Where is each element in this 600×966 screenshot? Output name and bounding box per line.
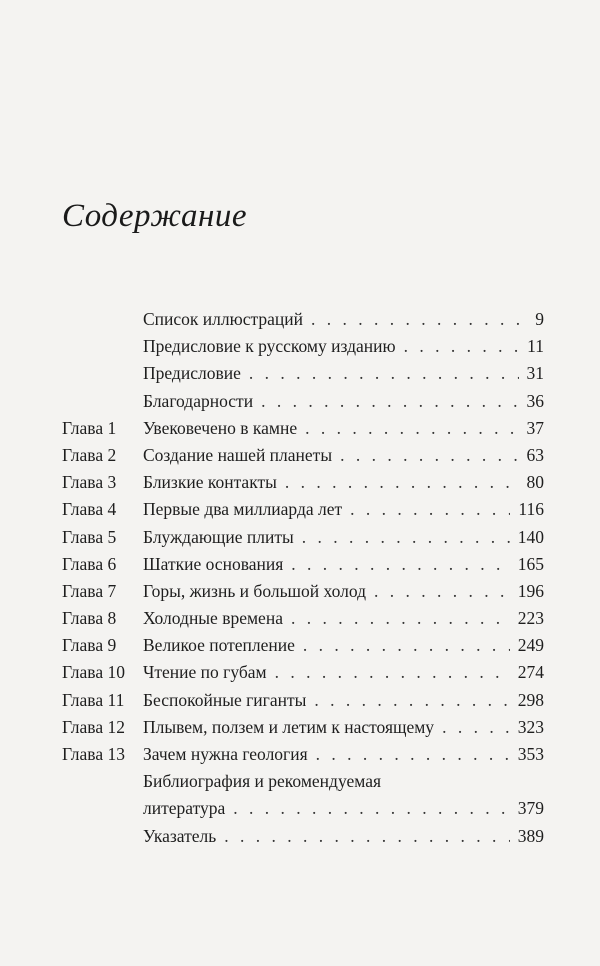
toc-entry-page: 389 [517,825,544,846]
toc-entry-label: Предисловие к русскому изданию [143,336,396,357]
leader-dots [340,442,518,469]
toc-entry-chapter: Глава 3 [62,472,117,493]
page-title: Содержание [62,198,248,234]
toc-entry [62,687,544,714]
toc-entry [62,578,544,605]
toc-entry-page: 379 [517,798,544,819]
toc-entry-page: 223 [517,608,544,629]
leader-dots [442,714,510,741]
toc-entry [62,714,544,741]
toc-entry-chapter: Глава 11 [62,689,125,710]
toc-entry-page: 165 [517,553,544,574]
toc-entry-page: 249 [517,635,544,656]
toc-entry-chapter: Глава 8 [62,608,117,629]
toc-entry-page: 298 [517,689,544,710]
toc-entry [62,360,544,387]
leader-dots [314,687,509,714]
toc-entry [62,333,544,360]
toc-entry-chapter: Глава 10 [62,662,125,683]
toc-entry-chapter: Глава 5 [62,526,117,547]
toc-entry [62,388,544,415]
toc-entry-label: Плывем, ползем и летим к настоящему [143,716,435,737]
toc-entry-page: 31 [526,363,544,384]
toc-entry-label: Библиография и рекомендуемая [143,771,382,792]
toc-entry-label: Первые два миллиарда лет [143,499,343,520]
toc-entry [62,659,544,686]
toc-entry [62,632,544,659]
toc-entry-page: 196 [517,580,544,601]
toc-entry-page: 37 [526,417,544,438]
toc-entry-label: Создание нашей планеты [143,444,333,465]
toc-entries [62,306,544,768]
toc-entry-page: 323 [517,716,544,737]
toc-entry-page: 63 [526,444,544,465]
toc-entry-label: Чтение по губам [143,662,267,683]
toc-entry-chapter: Глава 2 [62,444,117,465]
toc-entry-label: Список иллюстраций [143,309,303,329]
toc-entry-label: Указатель [143,825,217,846]
toc-entry-label: Блуждающие плиты [143,526,294,547]
toc-entry-page: 11 [527,336,544,357]
toc-entry [62,415,544,442]
toc-entry-label: Предисловие [143,363,241,384]
toc-entry-chapter: Глава 13 [62,744,125,764]
toc-entry-page: 80 [526,472,544,493]
toc-entry [62,551,544,578]
toc-entry-label: Холодные времена [143,608,283,629]
leader-dots [291,551,509,578]
leader-dots [316,741,510,768]
toc-entry-page: 353 [517,744,544,764]
leader-dots [224,823,510,850]
toc-entry-page: 9 [535,309,544,329]
leader-dots [261,388,518,415]
toc-entry-page: 36 [526,390,544,411]
leader-dots [311,306,527,333]
toc-entry-chapter: Глава 12 [62,716,125,737]
toc-entry [62,496,544,523]
toc-entry-chapter: Глава 4 [62,499,117,520]
toc-entry-label: Близкие контакты [143,472,277,493]
toc-entry-label: Зачем нужна геология [143,744,308,764]
table-of-contents [62,306,544,850]
toc-entry [62,442,544,469]
toc-entry-label: Беспокойные гиганты [143,689,307,710]
leader-dots [233,795,509,822]
toc-entry [62,741,544,768]
leader-dots [291,605,510,632]
toc-entry-label: Горы, жизнь и большой холод [143,580,367,601]
leader-dots [350,496,510,523]
toc-entry-chapter: Глава 1 [62,417,117,438]
leader-dots [249,360,519,387]
toc-entry-label: Увековечено в камне [143,417,298,438]
toc-entry-chapter: Глава 7 [62,580,117,601]
toc-entry [62,524,544,551]
toc-entry [62,306,544,333]
toc-entry-chapter: Глава 6 [62,553,117,574]
toc-entry-page: 140 [517,526,544,547]
leader-dots [275,659,510,686]
toc-entry [62,605,544,632]
leader-dots [302,524,510,551]
leader-dots [374,578,510,605]
toc-entry-label: Благодарности [143,390,254,411]
leader-dots [305,415,518,442]
leader-dots [303,632,510,659]
toc-entry-page: 116 [518,499,544,520]
leader-dots [404,333,520,360]
toc-entry-index [62,823,544,850]
toc-entry-chapter: Глава 9 [62,635,117,656]
toc-entry [62,469,544,496]
toc-entry-label-continued: литература [143,798,226,819]
toc-entry-label: Шаткие основания [143,553,284,574]
toc-entry-page: 274 [517,662,544,683]
leader-dots [285,469,519,496]
toc-entry-bibliography [62,768,544,822]
toc-entry-label: Великое потепление [143,635,295,656]
